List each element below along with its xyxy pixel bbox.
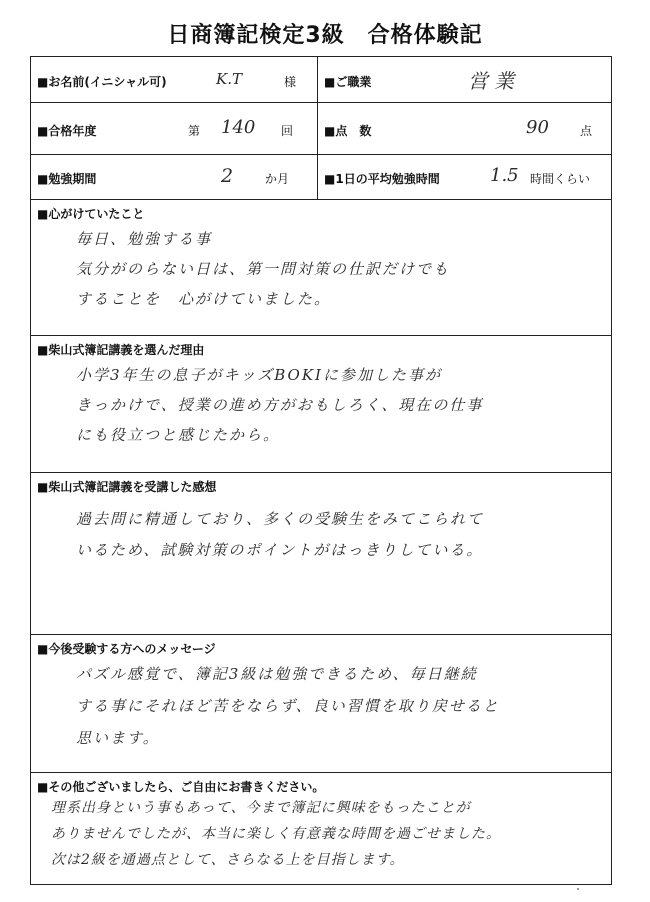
name-label: ■お名前(イニシャル可) <box>37 75 167 89</box>
section-mindset-label: ■心がけていたこと <box>37 207 145 221</box>
section-other-line: 次は2級を通過点として、さらなる上を目指します。 <box>51 852 405 868</box>
section-mindset-line: することを 心がけていました。 <box>76 290 332 308</box>
score-value: 90 <box>526 117 549 138</box>
score-cell <box>318 103 611 154</box>
year-value: 140 <box>221 117 256 138</box>
name-cell <box>31 57 318 102</box>
section-impression <box>31 473 611 635</box>
scan-speck <box>577 888 579 890</box>
daily-suffix: 時間くらい <box>530 172 591 186</box>
experience-form <box>30 56 612 885</box>
daily-cell <box>318 155 611 199</box>
section-other-label: ■その他ございましたら、ご自由にお書きください。 <box>37 780 325 794</box>
section-other-line: ありませんでしたが、本当に楽しく有意義な時間を過ごせました。 <box>51 826 501 842</box>
job-value: 営業 <box>468 69 520 93</box>
job-cell <box>318 57 611 102</box>
section-message-label: ■今後受験する方へのメッセージ <box>37 642 216 656</box>
page-title: 日商簿記検定3級 合格体験記 <box>167 23 483 48</box>
section-reason-line: にも役立つと感じたから。 <box>76 426 281 444</box>
section-other <box>31 773 611 885</box>
section-mindset-line: 気分がのらない日は、第一問対策の仕訳だけでも <box>76 260 451 278</box>
period-suffix: か月 <box>265 172 290 186</box>
row-period-daily <box>31 155 611 200</box>
section-impression-label: ■柴山式簿記講義を受講した感想 <box>37 480 217 494</box>
job-label: ■ご職業 <box>324 75 372 89</box>
section-other-line: 理系出身という事もあって、今まで簿記に興味をもったことが <box>51 800 471 816</box>
section-message-line: パズル感覚で、簿記3級は勉強できるため、毎日継続 <box>76 665 478 683</box>
daily-label: ■1日の平均勉強時間 <box>324 172 440 186</box>
section-reason-label: ■柴山式簿記講義を選んだ理由 <box>37 343 205 357</box>
row-year-score <box>31 103 611 155</box>
section-reason-line: 小学3年生の息子がキッズBOKIに参加した事が <box>76 366 442 384</box>
year-prefix: 第 <box>188 124 201 138</box>
section-message-line: する事にそれほど苦をならず、良い習慣を取り戻せると <box>76 697 500 715</box>
name-suffix: 様 <box>284 75 297 89</box>
name-value: K.T <box>216 70 242 88</box>
section-reason <box>31 336 611 473</box>
score-label: ■点 数 <box>324 124 372 138</box>
year-suffix: 回 <box>281 124 294 138</box>
year-label: ■合格年度 <box>37 124 97 138</box>
section-reason-line: きっかけで、授業の進め方がおもしろく、現在の仕事 <box>76 396 484 414</box>
row-name-job <box>31 57 611 103</box>
period-cell <box>31 155 318 199</box>
score-suffix: 点 <box>580 124 593 138</box>
section-message <box>31 635 611 773</box>
daily-value: 1.5 <box>490 165 519 186</box>
section-mindset-line: 毎日、勉強する事 <box>76 230 213 248</box>
section-mindset <box>31 200 611 336</box>
section-impression-line: 過去問に精通しており、多くの受験生をみてこられて <box>76 510 485 528</box>
year-cell <box>31 103 318 154</box>
period-label: ■勉強期間 <box>37 172 97 186</box>
period-value: 2 <box>221 165 234 187</box>
section-impression-line: いるため、試験対策のポイントがはっきりしている。 <box>76 541 484 559</box>
section-message-line: 思います。 <box>76 729 160 747</box>
